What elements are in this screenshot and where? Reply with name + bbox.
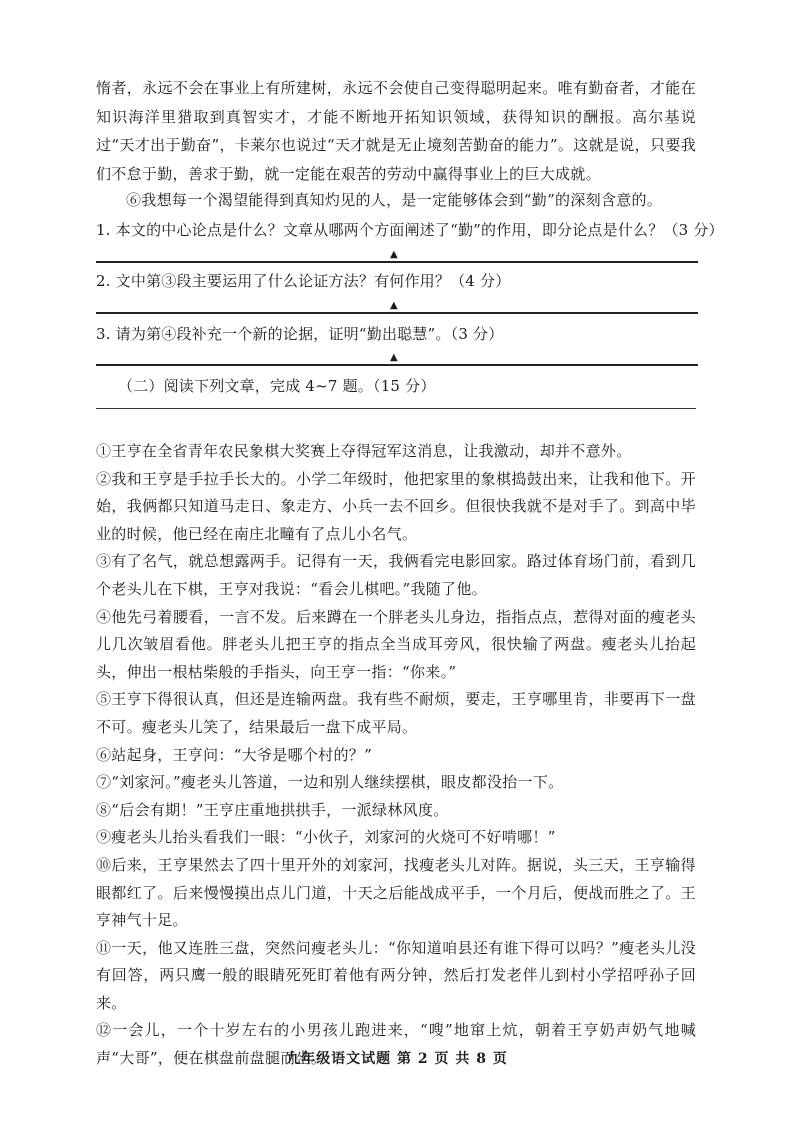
story-paragraph-5: ⑤王亨下得很认真，但还是连输两盘。我有些不耐烦，要走，王亨哪里肯，非要再下一盘不可。瘦老头儿笑了，结果最后一盘下成平局。 (96, 690, 696, 736)
story-paragraph-12: ⑫一会儿，一个十岁左右的小男孩儿跑进来，“嗖”地窜上炕，朝着王亨奶声奶气地喊声“大哥”，便在棋盘前盘腿而坐。 (96, 1021, 696, 1068)
answer-line-1 (96, 261, 698, 263)
answer-line-3 (96, 364, 698, 366)
story-paragraph-2: ②我和王亨是手拉手长大的。小学二年级时，他把家里的象棋捣鼓出来，让我和他下。开始，我俩都只知道马走日、象走方、小兵一去不回乡。但很快我就不是对手了。到高中毕业的时候，他已经在南庄北疃有了点儿小名气。 (96, 469, 696, 543)
story-paragraph-3: ③有了名气，就总想露两手。记得有一天，我俩看完电影回家。路过体育场门前，看到几个老头儿在下棋，王亨对我说：“看会儿棋吧。”我随了他。 (96, 552, 696, 598)
story-paragraph-7: ⑦“刘家河。”瘦老头儿答道，一边和别人继续摆棋，眼皮都没抬一下。 (96, 773, 564, 792)
page-footer: 九年级语文试题 第 2 页 共 8 页 (286, 1051, 508, 1067)
story-paragraph-10: ⑩后来，王亨果然去了四十里开外的刘家河，找瘦老头儿对阵。据说，头三天，王亨输得眼都红了。后来慢慢摸出点儿门道，十天之后能战成平手，一个月后，便战而胜之了。王亨神气十足。 (96, 855, 696, 930)
question-3: 3. 请为第④段补充一个新的论据，证明“勤出聪慧”。（3 分） (96, 325, 504, 343)
story-paragraph-8: ⑧“后会有期！”王亨庄重地拱拱手，一派绿林风度。 (96, 800, 449, 819)
answer-marker-3: ▲ (390, 352, 398, 363)
story-paragraph-11: ⑪一天，他又连胜三盘，突然问瘦老头儿：“你知道咱县还有谁下得可以吗？”瘦老头儿没有回答，两只鹰一般的眼睛死死盯着他有两分钟，然后打发老伴儿到村小学招呼孙子回来。 (96, 938, 696, 1012)
answer-marker-2: ▲ (390, 300, 398, 311)
section-2-heading: （二）阅读下列文章，完成 4~7 题。（15 分） (118, 377, 436, 395)
story-paragraph-6: ⑥站起身，王亨问：“大爷是哪个村的？” (96, 745, 373, 764)
question-2: 2. 文中第③段主要运用了什么论证方法？有何作用？（4 分） (96, 272, 511, 290)
essay-paragraph-5-continued: 惰者，永远不会在事业上有所建树，永远不会使自己变得聪明起来。唯有勤奋者，才能在知识海洋里猎取到真智实才，才能不断地开拓知识领域，获得知识的酬报。高尔基说过“天才出于勤奋”，卡莱尔也说过“天才就是无止境刻苦勤奋的能力”。这就是说，只要我们不怠于勤，善求于勤，就一定能在艰苦的劳动中赢得事业上的巨大成就。 (96, 79, 696, 183)
question-1: 1. 本文的中心论点是什么？文章从哪两个方面阐述了“勤”的作用，即分论点是什么？（3 分） (96, 221, 724, 239)
answer-line-2 (96, 312, 698, 314)
story-paragraph-9: ⑨瘦老头儿抬头看我们一眼：“小伙子，刘家河的火烧可不好啃哪！” (96, 828, 556, 847)
essay-paragraph-6: ⑥我想每一个渴望能得到真知灼见的人，是一定能够体会到“勤”的深刻含意的。 (126, 191, 663, 209)
story-body (96, 438, 696, 1073)
story-paragraph-4: ④他先弓着腰看，一言不发。后来蹲在一个胖老头儿身边，指指点点，惹得对面的瘦老头儿几次皱眉看他。胖老头儿把王亨的指点全当成耳旁风，很快输了两盘。瘦老头儿抬起头，伸出一根枯柴般的手指头，向王亨一指：“你来。” (96, 607, 696, 681)
answer-marker-1: ▲ (390, 249, 398, 260)
story-top-rule (96, 408, 696, 409)
story-paragraph-1: ①王亨在全省青年农民象棋大奖赛上夺得冠军这消息，让我激动，却并不意外。 (96, 442, 632, 460)
